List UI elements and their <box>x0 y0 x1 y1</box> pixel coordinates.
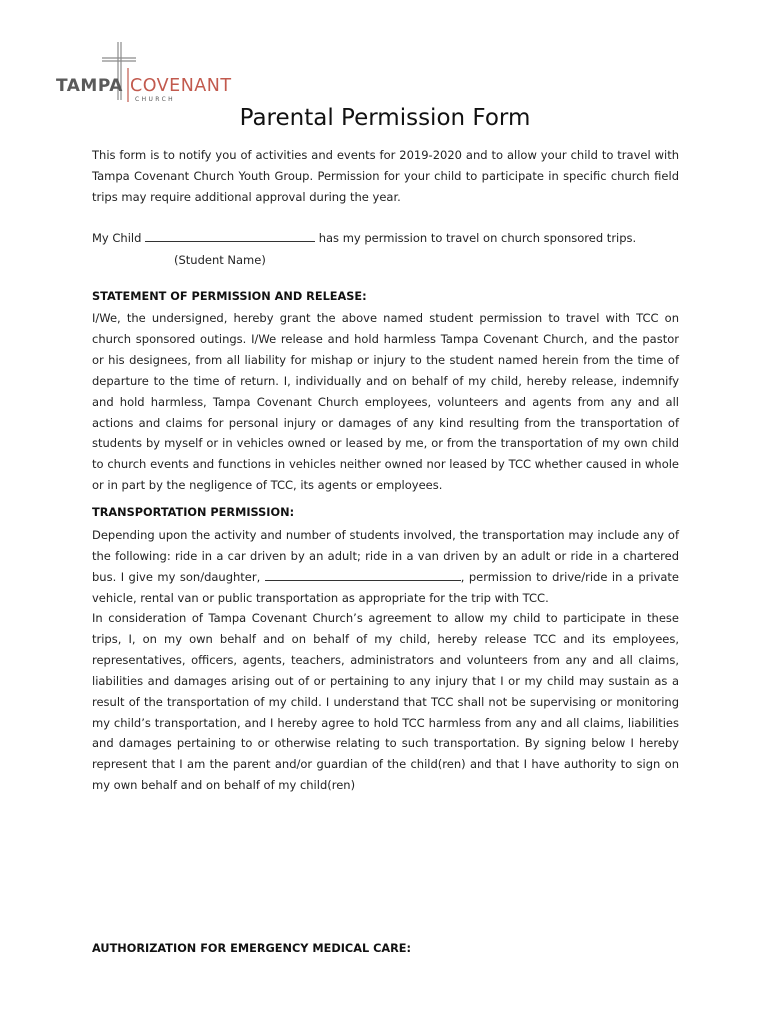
logo-word-church: CHURCH <box>135 96 176 103</box>
student-name-field[interactable] <box>145 229 315 242</box>
release-paragraph: I/We, the undersigned, hereby grant the above named student permission to travel with TCC on church sponsored outings. I/We release and hold harmless Tampa Covenant Church, and the pastor or his designees, from all liability for mishap or injury to the student named herein from the time of departure to the time of return. I, individually and on behalf of my child, hereby release, indemnify and hold harmless, Tampa Covenant Church employees, volunteers and agents from any and all actions and claims for personal injury or damages of any kind resulting from the transportation of students by myself or in vehicles owned or leased by me, or from the transportation of my own child to church events and functions in vehicles neither owned nor leased by TCC whether caused in whole or in part by the negligence of TCC, its agents or employees. <box>92 311 679 493</box>
child-line-suffix: has my permission to travel on church sponsored trips. <box>318 231 637 245</box>
logo-word-tampa: TAMPA <box>56 76 123 96</box>
student-name-caption: (Student Name) <box>174 253 266 267</box>
consideration-paragraph: In consideration of Tampa Covenant Church’s agreement to allow my child to participate in these trips, I, on my own behalf and on behalf of my child, hereby release TCC and its employees, representatives, officers, agents, teachers, administrators and volunteers from any and all claims, liabilities and damages arising out of or pertaining to any injury that I or my child may sustain as a result of the transportation of my child. I understand that TCC shall not be supervising or monitoring my child’s transportation, and I hereby agree to hold TCC harmless from any and all claims, liabilities and damages pertaining to or otherwise relating to such transportation. By signing below I hereby represent that I am the parent and/or guardian of the child(ren) and that I have authority to sign on my own behalf and on behalf of my child(ren) <box>92 611 679 793</box>
medical-care-heading: AUTHORIZATION FOR EMERGENCY MEDICAL CARE: <box>92 942 412 955</box>
page-title: Parental Permission Form <box>239 105 531 131</box>
intro-paragraph: This form is to notify you of activities and events for 2019-2020 and to allow your child to travel with Tampa Covenant Church Youth Group. Permission for your child to participate in specific church field trips may require additional approval during the year. <box>92 148 679 204</box>
transportation-text-start: Depending upon the activity and number of students involved, the transportation may include any of the following: ride in a car driven by an adult; ride in a van driven by an adult or ride in a chartered bus. I give my son/daughter, <box>92 528 679 584</box>
transportation-heading: TRANSPORTATION PERMISSION: <box>92 506 295 519</box>
son-daughter-name-field[interactable] <box>265 568 461 581</box>
release-heading: STATEMENT OF PERMISSION AND RELEASE: <box>92 290 367 303</box>
child-line-prefix: My Child <box>92 231 142 245</box>
child-permission-line <box>92 228 679 249</box>
transportation-text-end: , permission to drive/ride in a private vehicle, rental van or public transportation as appropriate for the trip with TCC. <box>92 569 680 605</box>
transportation-paragraph <box>92 525 679 609</box>
logo-word-covenant: COVENANT <box>130 76 232 96</box>
church-logo <box>56 40 231 106</box>
